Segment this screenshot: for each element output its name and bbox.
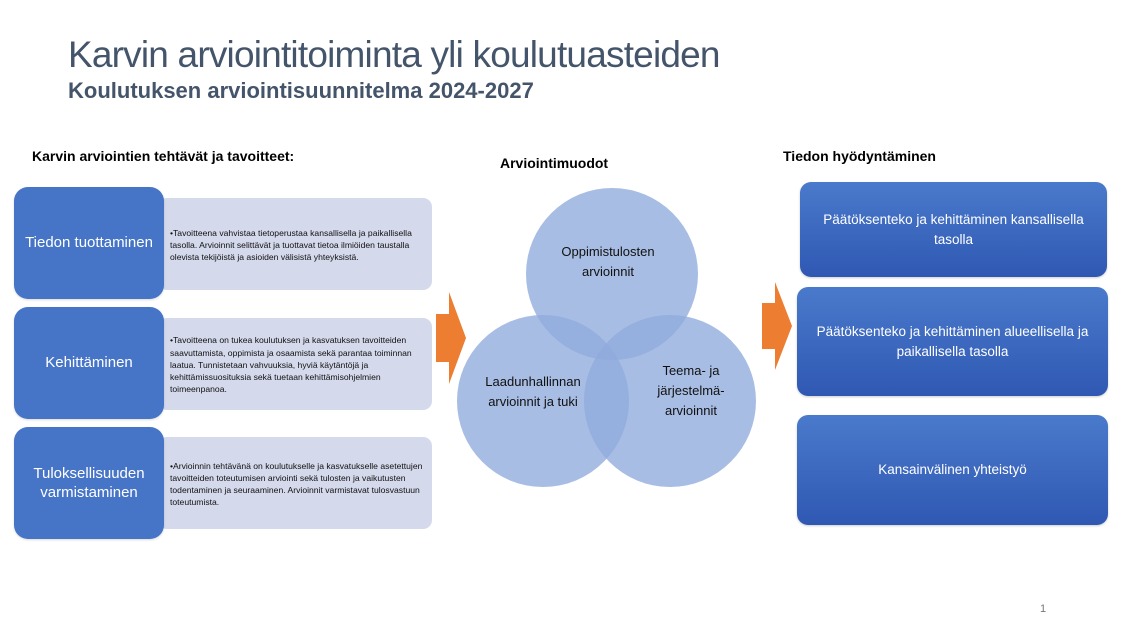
knowledge-production-pill: Tiedon tuottaminen bbox=[14, 187, 164, 299]
national-decision-making-box: Päätöksenteko ja kehittäminen kansallisella tasolla bbox=[800, 182, 1107, 277]
slide-title: Karvin arviointitoiminta yli koulutuasteiden bbox=[68, 34, 720, 75]
international-cooperation-box: Kansainvälinen yhteistyö bbox=[797, 415, 1108, 525]
venn-label-quality-management: Laadunhallinnan arvioinnit ja tuki bbox=[485, 374, 581, 410]
development-pill: Kehittäminen bbox=[14, 307, 164, 419]
effectiveness-assurance-description: •Arvioinnin tehtävänä on koulutukselle ja kasvatukselle asetettujen tavoitteiden toteutumisen arviointi sekä tulosten ja vaikutusten todentaminen ja seuraaminen. Arvioinnit varmistavat tulosvastuun toteutumista. bbox=[158, 437, 432, 529]
evaluation-forms-venn-diagram bbox=[455, 188, 765, 498]
slide-subtitle: Koulutuksen arviointisuunnitelma 2024-2027 bbox=[68, 78, 534, 103]
right-arrow-icon bbox=[762, 282, 792, 370]
regional-local-decision-making-box: Päätöksenteko ja kehittäminen alueellisella ja paikallisella tasolla bbox=[797, 287, 1108, 396]
effectiveness-assurance-pill: Tuloksellisuuden varmistaminen bbox=[14, 427, 164, 539]
information-utilization-heading: Tiedon hyödyntäminen bbox=[783, 148, 936, 164]
evaluation-forms-heading: Arviointimuodot bbox=[500, 155, 609, 171]
venn-label-thematic-system: Teema- ja järjestelmä- arvioinnit bbox=[657, 363, 725, 419]
knowledge-production-description: •Tavoitteena vahvistaa tietoperustaa kansallisella ja paikallisella tasolla. Arvioinnit selittävät ja tuottavat tietoa ilmiöiden taustalla olevista tekijöistä ja asioiden välisistä yhteyksistä. bbox=[158, 198, 432, 290]
venn-label-learning-outcomes: Oppimistulosten arvioinnit bbox=[561, 244, 655, 280]
development-description: •Tavoitteena on tukea koulutuksen ja kasvatuksen tavoitteiden saavuttamista, oppimista ja osaamista sekä parantaa toiminnan laatua. Tunnistetaan vahvuuksia, hyviä käytäntöjä ja kehittämissuosituksia sekä tuetaan kehittämisohjelmien toimeenpanoa. bbox=[158, 318, 432, 410]
page-number: 1 bbox=[1040, 603, 1047, 615]
tasks-goals-heading: Karvin arviointien tehtävät ja tavoitteet: bbox=[32, 148, 295, 164]
